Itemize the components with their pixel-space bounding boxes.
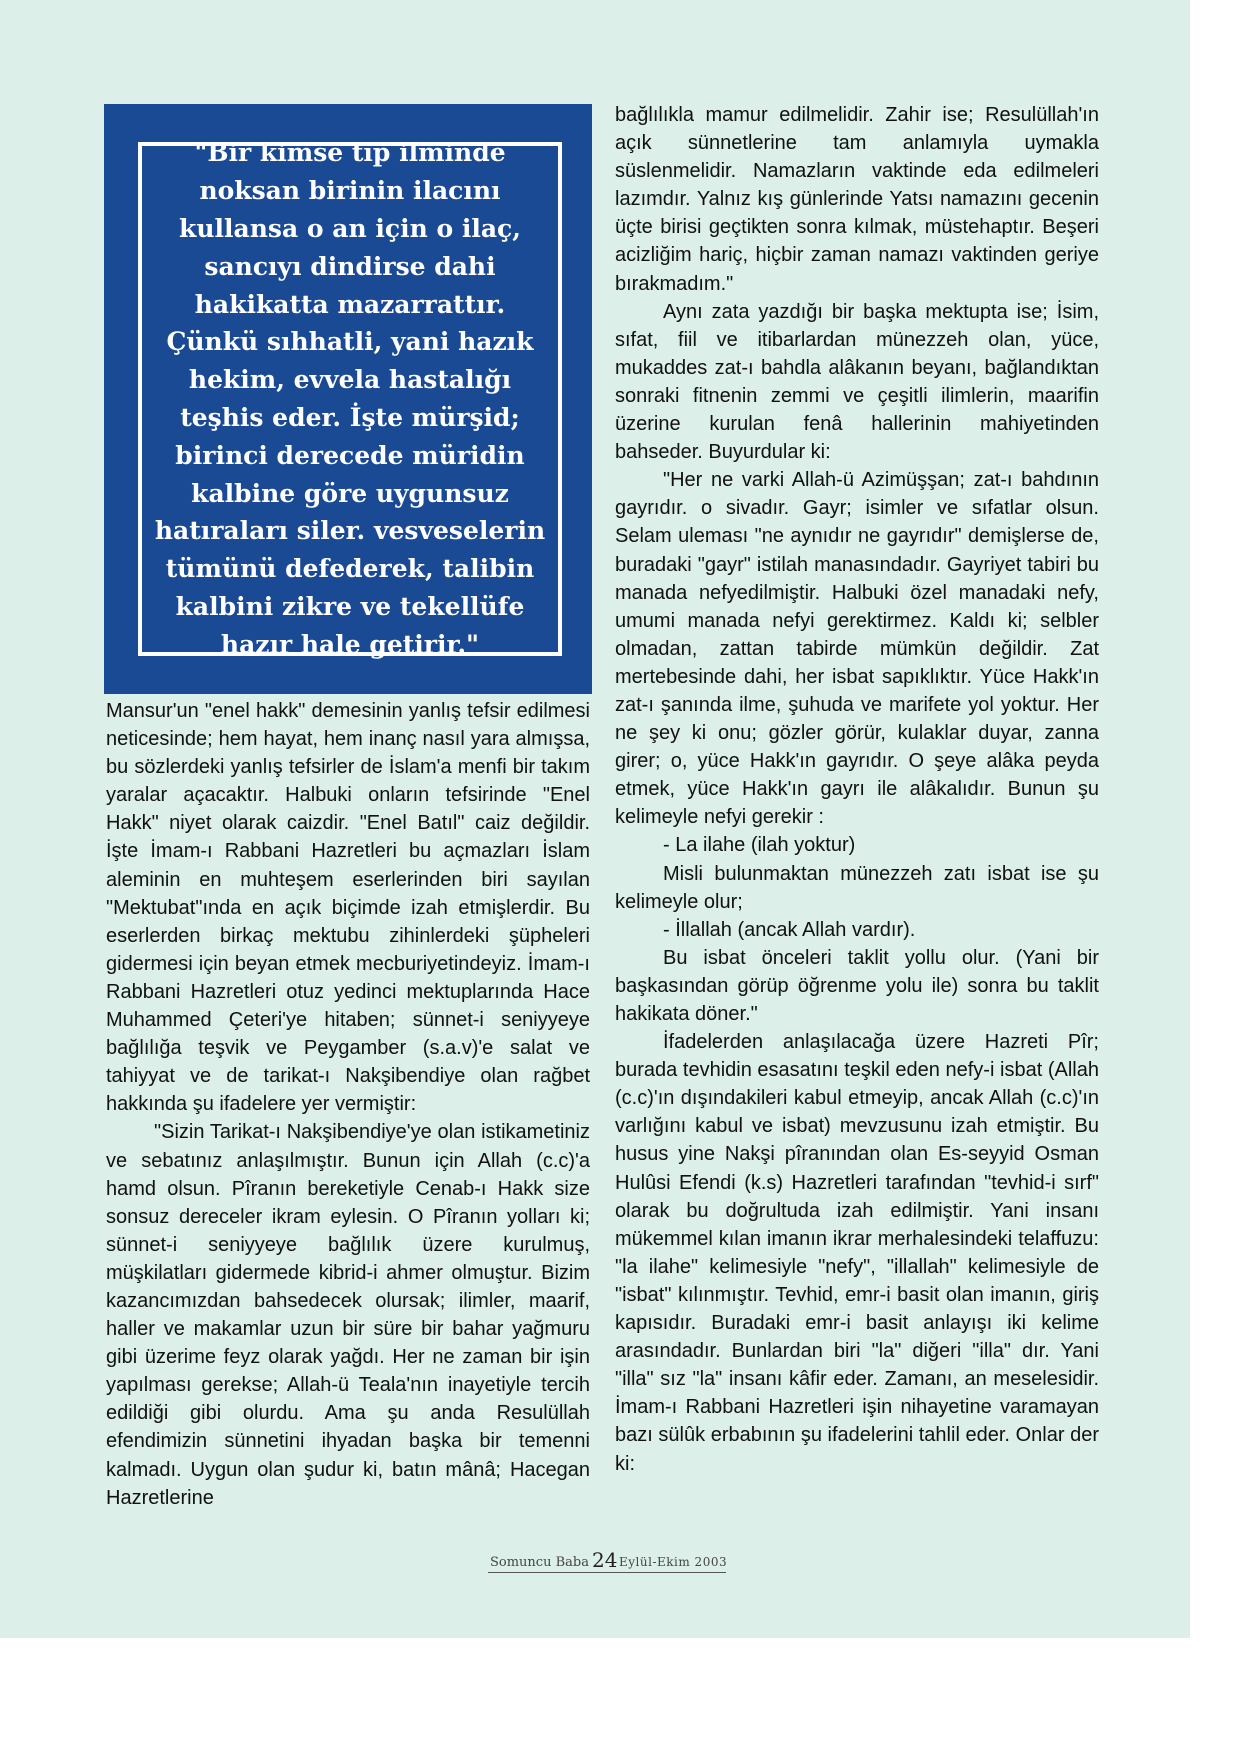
pull-quote-box	[104, 104, 592, 694]
paragraph: bağlılıkla mamur edilmelidir. Zahir ise; Resulüllah'ın açık sünnetlerine tam anlamıyla uymakla süslenmelidir. Namazların vaktinde eda edilmeleri lazımdır. Yalnız kış günlerinde Yatsı namazını gecenin üçte birisi geçtikten sonra kılmak, müstehaptır. Beşeri acizliğim hariç, hiçbir zaman namazı vaktinden geriye bırakmadım."	[615, 104, 1099, 295]
pull-quote-frame	[138, 138, 562, 659]
footer-issue-date: Eylül-Ekim 2003	[619, 1555, 728, 1569]
paragraph: "Her ne varki Allah-ü Azimüşşan; zat-ı bahdının gayrıdır. o sivadır. Gayr; isimler ve sıfatlar olsun. Selam uleması "ne aynıdır ne gayrıdır" demişlerse de, buradaki "gayr" istilah manasındadır. Gayriyet tabiri bu manada nefyedilmiştir. Halbuki özel manadaki nefy, umumi manada nefyi gerektirmez. Kaldı ki; selbler olmadan, zattan tabirde mümkün değildir. Zat mertebesinde dahi, her isbat sapıklıktır. Yüce Hakk'ın zat-ı şanında ilme, şuhuda ve marifete yol yoktur. Her ne şey ki onu; gözler görür, kulaklar duyar, zanna girer; o, yüce Hakk'ın gayrıdır. O şeye alâka peyda etmek, yüce Hakk'ın gayrı ile alâkalıdır. Bunun şu kelimeyle nefyi gerekir :	[615, 469, 1099, 829]
footer-page-number: 24	[592, 1548, 618, 1572]
paragraph: Bu isbat önceleri taklit yollu olur. (Yani bir başkasından görüp öğrenme yolu ile) sonra bu taklit hakikata döner."	[615, 946, 1099, 1025]
pull-quote-text: "Bir kimse tıp ilminde noksan birinin ilacını kullansa o an için o ilaç, sancıyı dindirse dahi hakikatta mazarrattır. Çünkü sıhhatli, yani hazık hekim, evvela hastalığı teşhis eder. İşte mürşid; birinci derecede müridin kalbine göre uygunsuz hatıraları siler. vesveselerin tümünü defederek, talibin kalbini zikre ve tekellüfe hazır hale getirir."	[154, 138, 546, 659]
paragraph: - La ilahe (ilah yoktur)	[663, 834, 856, 857]
paragraph: Aynı zata yazdığı bir başka mektupta ise; İsim, sıfat, fiil ve itibarlardan münezzeh olan, yüce, mukaddes zat-ı bahdla alâkanın beyanı, bağlandıktan sonraki fitnenin zemmi ve çeşitli ilimlerin, maarifin üzerine kurulan fenâ hallerinin mahiyetinden bahseder. Buyurdular ki:	[615, 300, 1099, 464]
paragraph: - İllallah (ancak Allah vardır).	[663, 918, 916, 941]
paragraph: Mansur'un "enel hakk" demesinin yanlış tefsir edilmesi neticesinde; hem hayat, hem inanç nasıl yara almışsa, bu sözlerdeki yanlış tefsirler de İslam'a menfi bir takım yaralar açacaktır. Halbuki onların tefsirinde "Enel Hakk" niyet olarak caizdir. "Enel Batıl" caiz değildir. İşte İmam-ı Rabbani Hazretleri bu açmazları İslam aleminin en muhteşem eserlerinden biri sayılan "Mektubat"ında en açık biçimde izah etmişlerdir. Bu eserlerden birkaç mektubu zihinlerdeki şüpheleri gidermesi için beyan etmek mecburiyetindeyiz. İmam-ı Rabbani Hazretleri otuz yedinci mektuplarında Hace Muhammed Çeteri'ye hitaben; sünnet-i seniyyeye bağlılığa teşvik ve Peygamber (s.a.v)'e salat ve tahiyyat ve de tarikat-ı Nakşibendiye olan rağbet hakkında şu ifadelere yer vermiştir:	[106, 700, 590, 1116]
footer-rule	[488, 1572, 726, 1573]
page-footer	[488, 1548, 788, 1578]
right-text-column	[615, 101, 1099, 1478]
paragraph: Misli bulunmaktan münezzeh zatı isbat ise şu kelimeyle olur;	[615, 862, 1099, 913]
paragraph: İfadelerden anlaşılacağa üzere Hazreti Pîr; burada tevhidin esasatını teşkil eden nefy-i isbat (Allah (c.c)'ın dışındakileri kabul etmeyip, ancak Allah (c.c)'ın varlığını kabul ve isbat) mevzusunu izah etmiştir. Bu husus yine Nakşi pîranından olan Es-seyyid Osman Hulûsi Efendi (k.s) Hazretleri tarafından "tevhid-i sırf" olarak bu doğrultuda izah edilmiştir. Yani insanı mükemmel kılan imanın ikrar merhalesindeki telaffuzu: "la ilahe" kelimesiyle "nefy", "illallah" kelimesiyle de "isbat" kılınmıştır. Tevhid, emr-i basit olan imanın, giriş kapısıdır. Buradaki emr-i basit anlayışı iki kelime arasındadır. Bunlardan biri "la" diğeri "illa" dır. Yani "illa" sız "la" insanı kâfir eder. Zamanı, an meselesidir. İmam-ı Rabbani Hazretleri işin nihayetine varamayan bazı sülûk erbabının şu ifadelerini tahlil eder. Onlar der ki:	[615, 1031, 1099, 1475]
footer-magazine-name: Somuncu Baba	[490, 1555, 589, 1570]
paragraph: "Sizin Tarikat-ı Nakşibendiye'ye olan istikametiniz ve sebatınız anlaşılmıştır. Bunun için Allah (c.c)'a hamd olsun. Pîranın bereketiyle Cenab-ı Hakk size sonsuz dereceler ikram eylesin. O Pîranın yolları ki; sünnet-i seniyyeye bağlılık üzere kurulmuş, müşkilatları gidermede kibrid-i ahmer olmuştur. Bizim kazancımızdan bahsedecek olursak; ilimler, maarif, haller ve makamlar uzun bir süre bir bahar yağmuru gibi üzerime feyz olarak yağdı. Her ne zaman bir işin yapılması gerekse; Allah-ü Teala'nın inayetiyle tercih edildiği gibi olurdu. Ama şu anda Resulüllah efendimizin sünnetini ihyadan başka bir temenni kalmadı. Uygun olan şudur ki, batın mânâ; Hacegan Hazretlerine	[106, 1121, 590, 1509]
left-text-column	[106, 697, 590, 1512]
